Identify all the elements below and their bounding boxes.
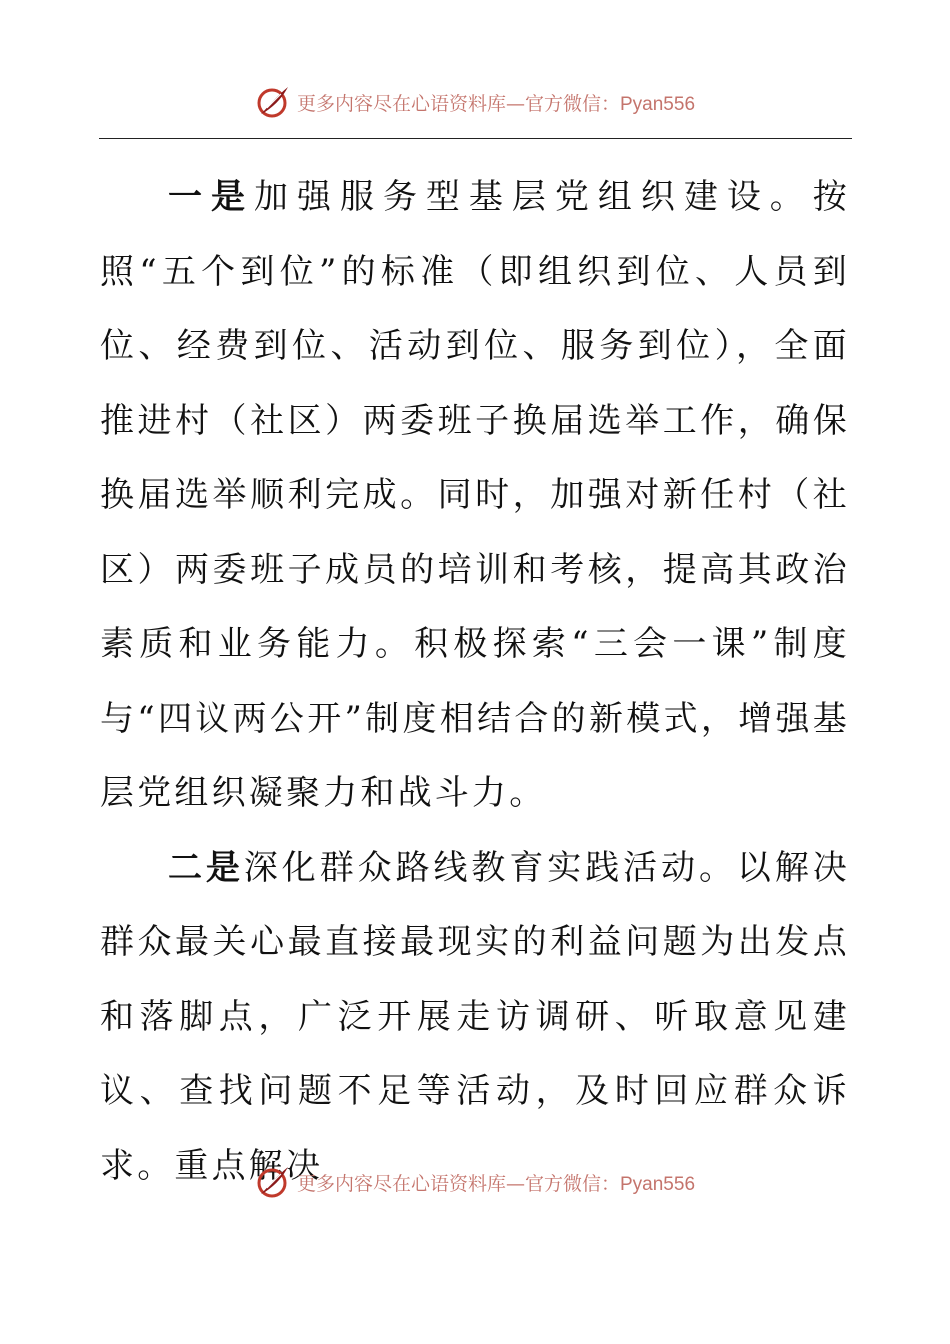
watermark-label: 更多内容尽在心语资料库—官方微信：: [296, 92, 620, 115]
quill-logo-icon: [255, 84, 291, 120]
watermark-wechat-id: Pyan556: [620, 1173, 696, 1195]
paragraph-1: [100, 160, 850, 831]
paragraph-1-lead: 一是: [168, 177, 254, 217]
watermark-text: [297, 1169, 695, 1196]
quill-logo-icon: [255, 1164, 291, 1200]
paragraph-2-lead: 二是: [168, 847, 244, 888]
paragraph-2-text: 深化群众路线教育实践活动。以解决群众最关心最直接最现实的利益问题为出发点和落脚点，广泛开展走访调研、听取意见建议、查找问题不足等活动，及时回应群众诉求。重点解决: [100, 847, 850, 1186]
paragraph-1-text: 加强服务型基层党组织建设。按照“五个到位”的标准（即组织到位、人员到位、经费到位、活动到位、服务到位），全面推进村（社区）两委班子换届选举工作，确保换届选举顺利完成。同时，加强对新任村（社区）两委班子成员的培训和考核，提高其政治素质和业务能力。积极探索“三会一课”制度与“四议两公开”制度相结合的新模式，增强基层党组织凝聚力和战斗力。: [100, 177, 850, 813]
footer-watermark: [0, 1162, 950, 1202]
watermark-text: [297, 89, 695, 116]
header-watermark: [0, 82, 950, 122]
paragraph-2: [100, 831, 850, 1204]
watermark-wechat-id: Pyan556: [620, 93, 696, 115]
header-divider: [99, 138, 852, 139]
document-body: [100, 160, 850, 1203]
watermark-label: 更多内容尽在心语资料库—官方微信：: [296, 1172, 620, 1195]
